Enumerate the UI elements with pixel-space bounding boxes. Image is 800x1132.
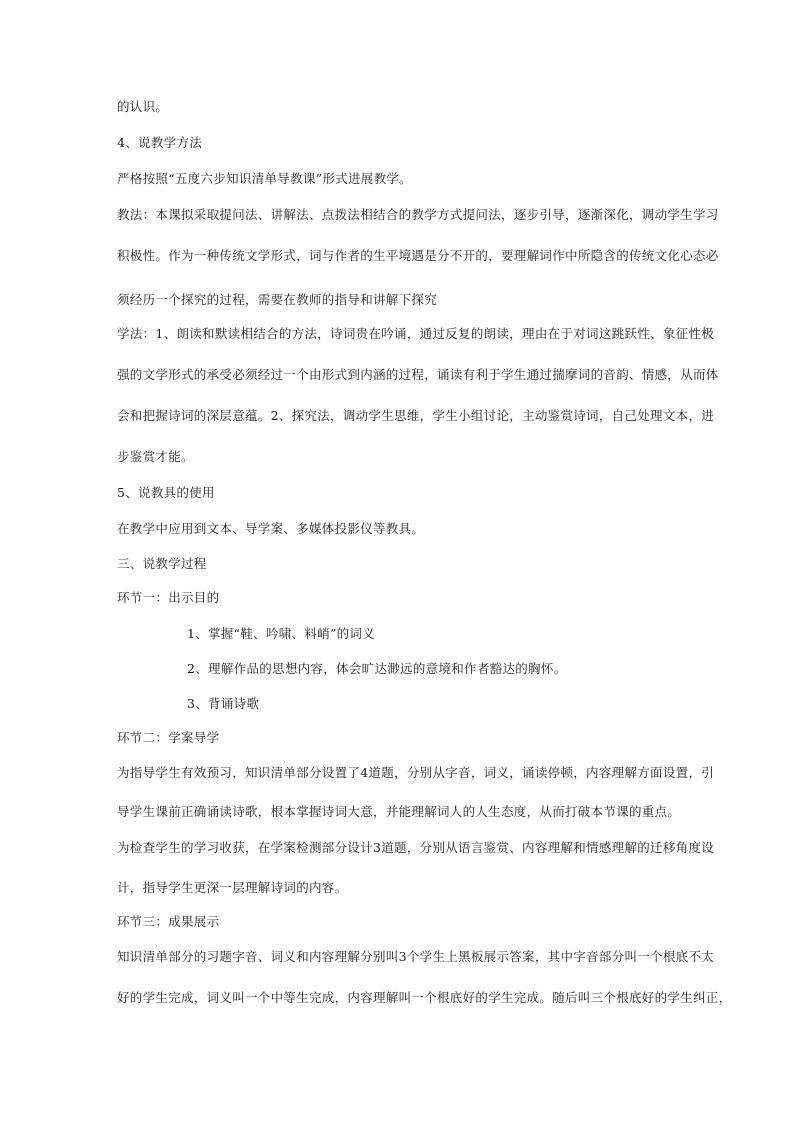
text-line: 好的学生完成，词义叫一个中等生完成，内容理解叫一个根底好的学生完成。随后叫三个根底好的学生纠正， xyxy=(117,990,732,1005)
text-line: 教法：本课拟采取提问法、讲解法、点拨法相结合的教学方式提问法，逐步引导，逐渐深化，调动学生学习 xyxy=(117,207,719,222)
text-line: 须经历一个探究的过程，需要在教师的指导和讲解下探究 xyxy=(117,292,438,307)
section-heading: 5、说教具的使用 xyxy=(117,485,215,500)
text-line: 强的文学形式的承受必须经过一个由形式到内涵的过程，诵读有利于学生通过揣摩词的音韵、情感，从而体 xyxy=(117,367,719,382)
text-line: 步鉴赏才能。 xyxy=(117,449,194,464)
text-line: 积极性。作为一种传统文学形式，词与作者的生平境遇是分不开的，要理解词作中所隐含的传统文化心态必 xyxy=(117,248,719,263)
subsection-heading: 环节二：学案导学 xyxy=(117,730,220,745)
text-line: 知识清单部分的习题字音、词义和内容理解分别叫3个学生上黑板展示答案，其中字音部分叫一个根底不太 xyxy=(117,949,715,964)
text-line: 为检查学生的学习收获，在学案检测部分设计3道题，分别从语言鉴赏、内容理解和情感理解的迁移角度设 xyxy=(117,840,715,855)
text-line: 为指导学生有效预习，知识清单部分设置了4道题，分别从字音，词义，诵读停顿，内容理解方面设置，引 xyxy=(117,765,715,780)
subsection-heading: 环节一：出示目的 xyxy=(117,590,220,605)
text-line: 计，指导学生更深一层理解诗词的内容。 xyxy=(117,880,348,895)
text-line: 学法：1、朗读和默读相结合的方法，诗词贵在吟诵，通过反复的朗读，理由在于对词这跳跃性、象征性极 xyxy=(117,326,715,341)
text-line: 会和把握诗词的深层意蕴。2、探究法，调动学生思维，学生小组讨论，主动鉴赏诗词，自己处理文本，进 xyxy=(117,408,715,423)
text-line: 严格按照“五度六步知识清单导教课”形式进展教学。 xyxy=(117,171,412,186)
goal-item: 3、背诵诗歌 xyxy=(187,696,260,711)
section-heading: 4、说教学方法 xyxy=(117,135,203,150)
text-line: 在教学中应用到文本、导学案、多媒体投影仪等教具。 xyxy=(117,521,425,536)
text-line: 的认识。 xyxy=(117,99,169,114)
subsection-heading: 环节三：成果展示 xyxy=(117,914,220,929)
goal-item: 2、理解作品的思想内容，体会旷达渺远的意境和作者豁达的胸怀。 xyxy=(187,661,567,676)
goal-item: 1、掌握“鞋、吟啸、料峭”的词义 xyxy=(187,626,376,641)
text-line: 导学生课前正确诵读诗歌，根本掌握诗词大意，并能理解词人的人生态度，从而打破本节课的重点。 xyxy=(117,804,681,819)
section-heading: 三、说教学过程 xyxy=(117,556,207,571)
